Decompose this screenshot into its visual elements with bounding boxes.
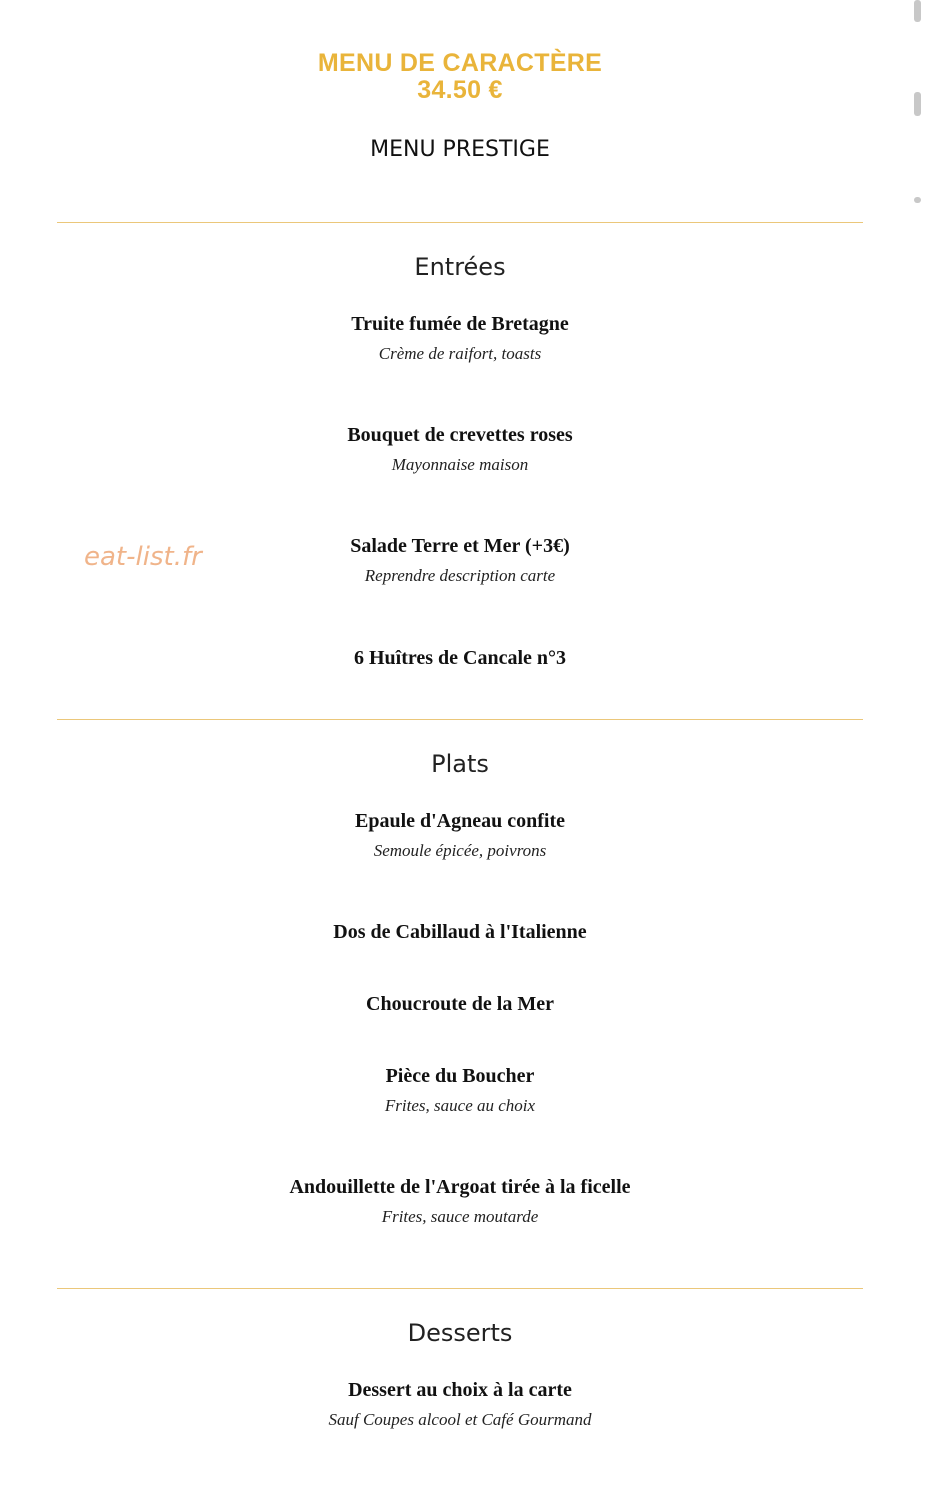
section-divider	[57, 1288, 863, 1289]
menu-item	[0, 423, 920, 476]
menu-item	[0, 1175, 920, 1228]
menu-item-name: Bouquet de crevettes roses	[347, 424, 573, 446]
menu-item-description: Crème de raifort, toasts	[378, 344, 542, 363]
menu-item-name: Truite fumée de Bretagne	[351, 313, 569, 335]
menu-item	[0, 1378, 920, 1431]
menu-item-description: Mayonnaise maison	[391, 455, 529, 474]
scrollbar-thumb[interactable]	[914, 0, 921, 22]
menu-item-name: Salade Terre et Mer (+3€)	[350, 535, 570, 557]
watermark: eat-list.fr	[84, 542, 202, 572]
scrollbar-mark	[914, 197, 921, 203]
section-title-plats: Plats	[431, 750, 489, 778]
menu-item	[0, 1064, 920, 1117]
menu-title: MENU DE CARACTÈRE	[317, 49, 603, 77]
scrollbar[interactable]	[911, 0, 925, 1500]
menu-item-name: Epaule d'Agneau confite	[354, 810, 566, 832]
menu-item	[0, 920, 920, 944]
section-title-desserts: Desserts	[407, 1319, 513, 1347]
menu-item-name: Andouillette de l'Argoat tirée à la ficelle	[289, 1176, 631, 1198]
menu-item-name: Dos de Cabillaud à l'Italienne	[333, 921, 587, 943]
menu-item	[0, 646, 920, 670]
menu-item-description: Semoule épicée, poivrons	[373, 841, 547, 860]
menu-item-name: Pièce du Boucher	[385, 1065, 535, 1087]
section-divider	[57, 222, 863, 223]
menu-subtitle: MENU PRESTIGE	[370, 137, 550, 162]
menu-item	[0, 992, 920, 1016]
menu-item-description: Frites, sauce au choix	[384, 1096, 536, 1115]
menu-header	[0, 50, 920, 104]
section-divider	[57, 719, 863, 720]
menu-item-name: 6 Huîtres de Cancale n°3	[353, 647, 567, 669]
menu-item-name: Choucroute de la Mer	[366, 993, 554, 1015]
menu-price: 34.50 €	[417, 76, 503, 104]
menu-item	[0, 312, 920, 365]
section-title-entrees: Entrées	[414, 253, 506, 281]
menu-item-description: Frites, sauce moutarde	[381, 1207, 539, 1226]
menu-item	[0, 809, 920, 862]
menu-item-description: Reprendre description carte	[364, 566, 556, 585]
menu-item-description: Sauf Coupes alcool et Café Gourmand	[328, 1410, 592, 1429]
menu-item-name: Dessert au choix à la carte	[348, 1379, 572, 1401]
scrollbar-mark	[914, 92, 921, 116]
